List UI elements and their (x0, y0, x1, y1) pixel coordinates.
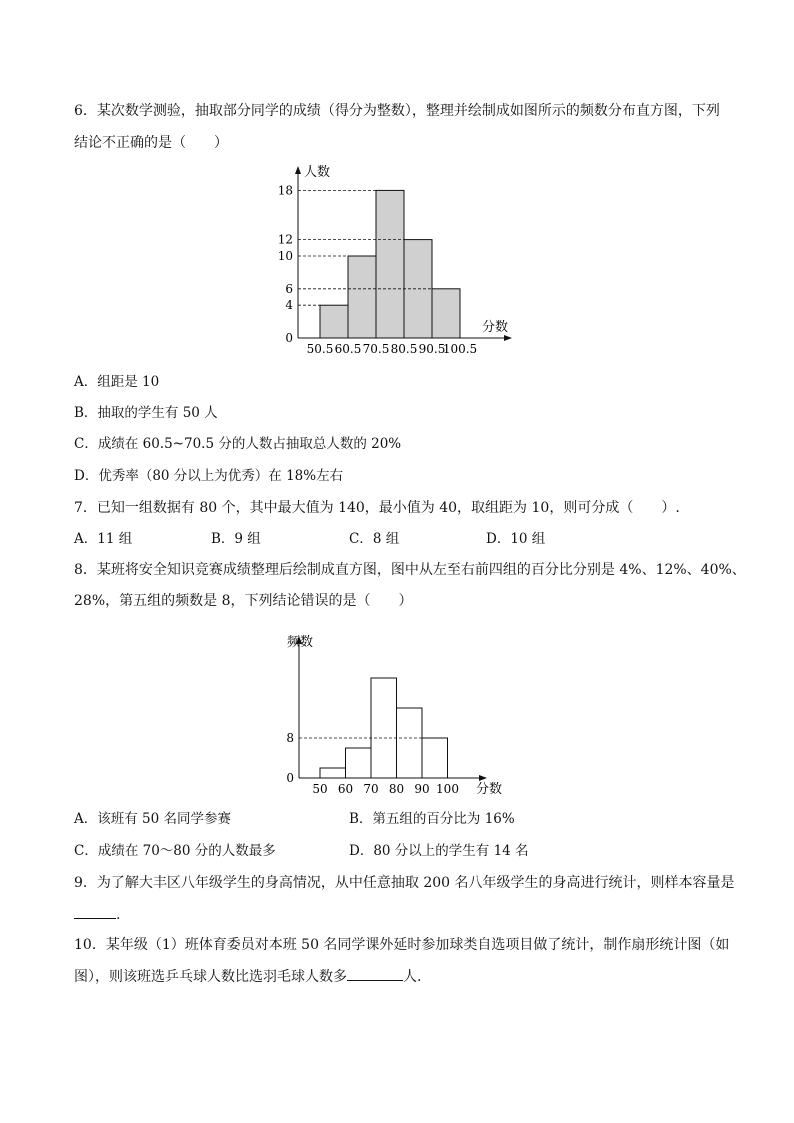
q7-option-b: B．9 组 (211, 531, 261, 547)
q7-option-a: A．11 组 (74, 531, 133, 547)
q7-option-c: C．8 组 (349, 531, 400, 547)
q6-chart-y-tick-12: 12 (277, 232, 293, 247)
q9-answer-blank[interactable] (74, 904, 116, 919)
q8-option-d: D．80 分以上的学生有 14 名 (349, 843, 529, 859)
q7-stem: 7．已知一组数据有 80 个，其中最大值为 140，最小值为 40，取组距为 10，则可分成（ ）. (74, 500, 680, 516)
q6-chart-y-label: 人数 (304, 165, 331, 180)
q8-chart-x-tick-2: 70 (363, 782, 379, 796)
q6-option-a: A．组距是 10 (74, 374, 160, 390)
q8-chart-x-label: 分数 (476, 782, 503, 797)
q6-histogram (270, 160, 530, 360)
q8-chart-x-tick-1: 60 (337, 782, 354, 796)
q9-end: . (116, 907, 121, 923)
q8-chart-bar-5 (422, 738, 448, 778)
q6-chart-x-tick-0: 50.5 (306, 342, 334, 356)
q9-answer-line (74, 904, 120, 925)
q10-stem-line2 (74, 966, 421, 987)
q6-chart-x-tick-5: 100.5 (442, 342, 478, 356)
q8-chart-bar-3 (371, 678, 397, 778)
q10-stem-before: 图），则该班选乒乓球人数比选羽毛球人数多 (74, 969, 347, 985)
q6-chart-x-tick-3: 80.5 (390, 342, 418, 356)
q6-chart-y-tick-4: 4 (285, 298, 293, 313)
q6-chart-bar-3 (376, 190, 404, 338)
q8-chart-x-tick-3: 80 (388, 782, 405, 796)
q10-stem-line1: 10．某年级（1）班体育委员对本班 50 名同学课外延时参加球类自选项目做了统计，制作扇形统计图（如 (74, 937, 730, 953)
q6-chart-y-tick-10: 10 (277, 249, 293, 263)
q8-stem-line1: 8．某班将安全知识竞赛成绩整理后绘制成直方图，图中从左至右前四组的百分比分别是 4%、12%、40%、 (74, 562, 746, 578)
q8-chart-y-label: 频数 (287, 635, 314, 650)
q8-chart-x-tick-0: 50 (312, 782, 328, 796)
q6-chart-bar-5 (432, 289, 460, 338)
q8-chart-x-tick-4: 90 (414, 782, 430, 796)
q6-chart-x-label: 分数 (482, 320, 509, 335)
q6-chart-y-tick-18: 18 (277, 183, 293, 198)
q6-stem-line1: 6．某次数学测验，抽取部分同学的成绩（得分为整数），整理并绘制成如图所示的频数分布直方图，下列 (74, 103, 720, 119)
q6-chart-x-axis-arrow (504, 335, 512, 341)
q8-option-a: A．该班有 50 名同学参赛 (74, 811, 232, 827)
q6-option-d: D．优秀率（80 分以上为优秀）在 18%左右 (74, 468, 344, 484)
q6-stem-line2: 结论不正确的是（ ） (74, 135, 228, 151)
q6-chart-y-tick-6: 6 (285, 281, 293, 296)
q8-histogram (275, 618, 515, 803)
q6-chart-x-tick-4: 90.5 (418, 342, 446, 356)
q7-option-d: D．10 组 (486, 531, 546, 547)
q6-option-b: B．抽取的学生有 50 人 (74, 405, 218, 421)
q8-chart-bar-2 (346, 748, 372, 778)
q8-chart-bar-4 (397, 708, 423, 778)
q8-chart-y-tick-0: 0 (286, 771, 294, 785)
q9-stem: 9．为了解大丰区八年级学生的身高情况，从中任意抽取 200 名八年级学生的身高进行统计，则样本容量是 (74, 875, 735, 891)
q6-chart-x-tick-1: 60.5 (334, 342, 362, 356)
q8-chart-y-tick-8: 8 (286, 731, 294, 745)
q10-answer-blank[interactable] (347, 966, 403, 981)
q6-chart-y-axis-arrow (295, 166, 301, 174)
q8-option-b: B．第五组的百分比为 16% (349, 811, 515, 827)
q6-chart-y-tick-0: 0 (285, 331, 293, 345)
q8-option-c: C．成绩在 70～80 分的人数最多 (74, 843, 276, 859)
q8-chart-x-tick-5: 100 (436, 782, 459, 796)
q8-chart-bar-1 (320, 768, 346, 778)
q6-chart-bar-2 (348, 256, 376, 338)
q8-chart-x-axis-arrow (479, 775, 487, 781)
q8-stem-line2: 28%，第五组的频数是 8，下列结论错误的是（ ） (74, 593, 413, 609)
q10-stem-after: 人. (403, 969, 422, 985)
q6-chart-x-tick-2: 70.5 (362, 342, 390, 356)
q6-option-c: C．成绩在 60.5~70.5 分的人数占抽取总人数的 20% (74, 436, 402, 452)
q6-chart-bar-1 (320, 305, 348, 338)
